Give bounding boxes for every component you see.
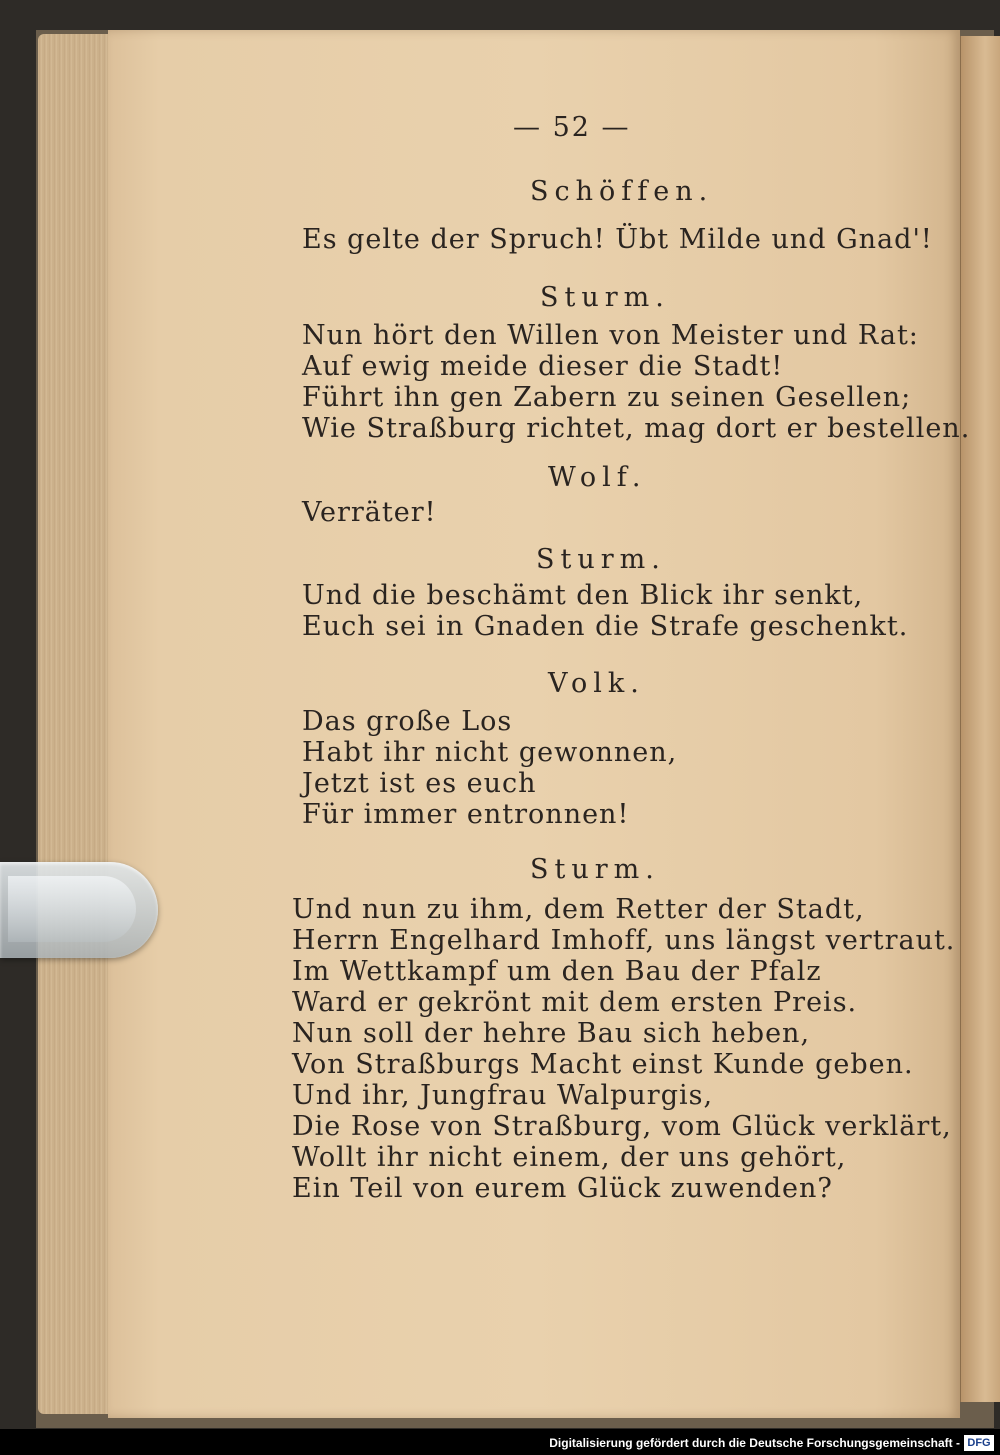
speaker-heading: Wolf. (548, 462, 647, 493)
verse-line: Herrn Engelhard Imhoff, uns längst vertraut. (292, 925, 956, 956)
verse-block (302, 497, 437, 528)
verse-block (302, 706, 677, 830)
speaker-heading: Volk. (548, 668, 645, 699)
verse-line: Ward er gekrönt mit dem ersten Preis. (292, 987, 858, 1018)
verse-line: Verräter! (302, 497, 437, 528)
verse-line: Von Straßburgs Macht einst Kunde geben. (292, 1049, 914, 1080)
verse-line: Und die beschämt den Blick ihr senkt, (302, 580, 864, 611)
verse-line: Wollt ihr nicht einem, der uns gehört, (292, 1142, 847, 1173)
clip-highlight (8, 876, 136, 942)
verse-block (302, 320, 970, 444)
verse-line: Wie Straßburg richtet, mag dort er bestellen. (302, 413, 971, 444)
footer-credit: Digitalisierung gefördert durch die Deutsche Forschungsgemeinschaft - (549, 1436, 960, 1450)
verse-line: Und ihr, Jungfrau Walpurgis, (292, 1080, 714, 1111)
page-number: — 52 — (513, 112, 631, 143)
dfg-logo-icon: DFG (964, 1435, 994, 1451)
page-edges (38, 34, 118, 1414)
verse-line: Jetzt ist es euch (302, 768, 537, 799)
verse-line: Führt ihn gen Zabern zu seinen Gesellen; (302, 382, 912, 413)
next-page-edge (960, 36, 1000, 1402)
speaker-heading: Sturm. (530, 854, 660, 885)
footer-bar (0, 1429, 1000, 1455)
verse-line: Ein Teil von eurem Glück zuwenden? (292, 1173, 833, 1204)
verse-line: Und nun zu ihm, dem Retter der Stadt, (292, 894, 865, 925)
speaker-heading: Sturm. (536, 544, 666, 575)
verse-block (302, 224, 933, 255)
verse-line: Die Rose von Straßburg, vom Glück verklärt, (292, 1111, 952, 1142)
verse-line: Nun soll der hehre Bau sich heben, (292, 1018, 811, 1049)
verse-line: Euch sei in Gnaden die Strafe geschenkt. (302, 611, 909, 642)
verse-line: Nun hört den Willen von Meister und Rat: (302, 320, 919, 351)
verse-line: Das große Los (302, 706, 513, 737)
verse-line: Für immer entronnen! (302, 799, 630, 830)
verse-line: Im Wettkampf um den Bau der Pfalz (292, 956, 822, 987)
speaker-heading: Sturm. (540, 282, 670, 313)
verse-line: Auf ewig meide dieser die Stadt! (302, 351, 784, 382)
page-clip (0, 862, 158, 958)
verse-block (302, 580, 908, 642)
verse-line: Es gelte der Spruch! Übt Milde und Gnad'! (302, 224, 933, 255)
verse-line: Habt ihr nicht gewonnen, (302, 737, 678, 768)
speaker-heading: Schöffen. (530, 176, 714, 207)
verse-block (292, 894, 955, 1204)
